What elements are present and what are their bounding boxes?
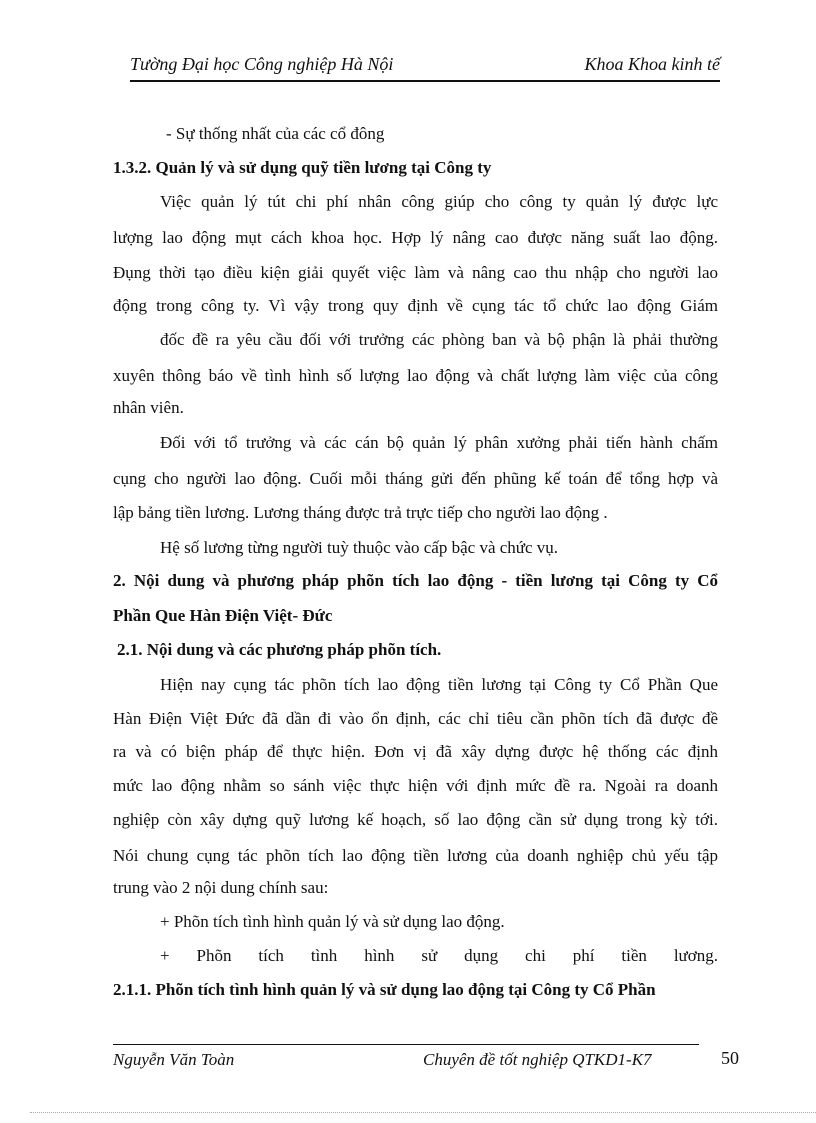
paragraph-line: Nói chung cụng tác phõn tích lao động tiền lương của doanh nghiệp chủ yếu tập [113, 846, 718, 865]
paragraph-line: ra và có biện pháp để thực hiện. Đơn vị đã xây dựng được hệ thống các định [113, 742, 718, 761]
section-1-3-2-heading: 1.3.2. Quản lý và sử dụng quỹ tiền lương tại Công ty [113, 158, 492, 177]
bullet-shareholders: - Sự thống nhất của các cổ đông [166, 124, 385, 143]
page-header [130, 52, 720, 82]
section-2-1-heading: 2.1. Nội dung và các phương pháp phõn tích. [117, 640, 442, 659]
header-faculty: Khoa Khoa kinh tế [584, 54, 720, 74]
paragraph-line: Đối với tổ trưởng và các cán bộ quản lý phân xưởng phải tiến hành chấm [160, 433, 718, 452]
footer-author: Nguyễn Văn Toàn [113, 1050, 235, 1069]
paragraph-line: nhân viên. [113, 398, 184, 417]
section-2-1-1-heading: 2.1.1. Phõn tích tình hình quản lý và sử dụng lao động tại Công ty Cổ Phần [113, 980, 656, 999]
page-number: 50 [721, 1048, 739, 1068]
header-school: Tường Đại học Công nghiệp Hà Nội [130, 54, 394, 74]
section-2-heading-cont: Phần Que Hàn Điện Việt- Đức [113, 606, 333, 625]
paragraph-line: Hiện nay cụng tác phõn tích lao động tiền lương tại Công ty Cổ Phần Que [160, 675, 718, 694]
paragraph-line: đốc đề ra yêu cầu đối với trưởng các phòng ban và bộ phận là phải thường [160, 330, 718, 349]
footer-rule [113, 1044, 699, 1045]
paragraph-line: Hàn Điện Việt Đức đã dần đi vào ổn định, các chỉ tiêu cần phõn tích đã được đề [113, 709, 718, 728]
paragraph-line: Đụng thời tạo điều kiện giải quyết việc làm và nâng cao thu nhập cho người lao [113, 263, 718, 282]
paragraph-line: Hệ số lương từng người tuỳ thuộc vào cấp bậc và chức vụ. [160, 538, 559, 557]
paragraph-line: lượng lao động mụt cách khoa học. Hợp lý nâng cao được năng suất lao động. [113, 228, 718, 247]
paragraph-line: xuyên thông báo về tình hình số lượng lao động và chất lượng làm việc của công [113, 366, 718, 385]
paragraph-line: lập bảng tiền lương. Lương tháng được trả trực tiếp cho người lao động . [113, 503, 608, 522]
paragraph-line: nghiệp còn xây dựng quỹ lương kế hoạch, số lao động cần sử dụng trong kỳ tới. [113, 810, 718, 829]
paragraph-line: trung vào 2 nội dung chính sau: [113, 878, 329, 897]
paragraph-line: cụng cho người lao động. Cuối mỗi tháng gửi đến phũng kế toán để tổng hợp và [113, 469, 718, 488]
paragraph-line: động trong công ty. Vì vậy trong quy định về cụng tác tổ chức lao động Giám [113, 296, 718, 315]
paragraph-line: mức lao động nhằm so sánh việc thực hiện với định mức đề ra. Ngoài ra doanh [113, 776, 718, 795]
footer-course: Chuyên đề tốt nghiệp QTKD1-K7 [423, 1050, 652, 1069]
bullet-salary-analysis: + Phõn tích tình hình sử dụng chi phí tiền lương. [160, 946, 718, 965]
page-bottom-dotted-line [30, 1112, 816, 1113]
paragraph-line: Việc quản lý tút chi phí nhân công giúp cho công ty quản lý được lực [160, 192, 718, 211]
section-2-heading: 2. Nội dung và phương pháp phõn tích lao động - tiền lương tại Công ty Cổ [113, 571, 718, 590]
bullet-labor-analysis: + Phõn tích tình hình quản lý và sử dụng lao động. [160, 912, 505, 931]
